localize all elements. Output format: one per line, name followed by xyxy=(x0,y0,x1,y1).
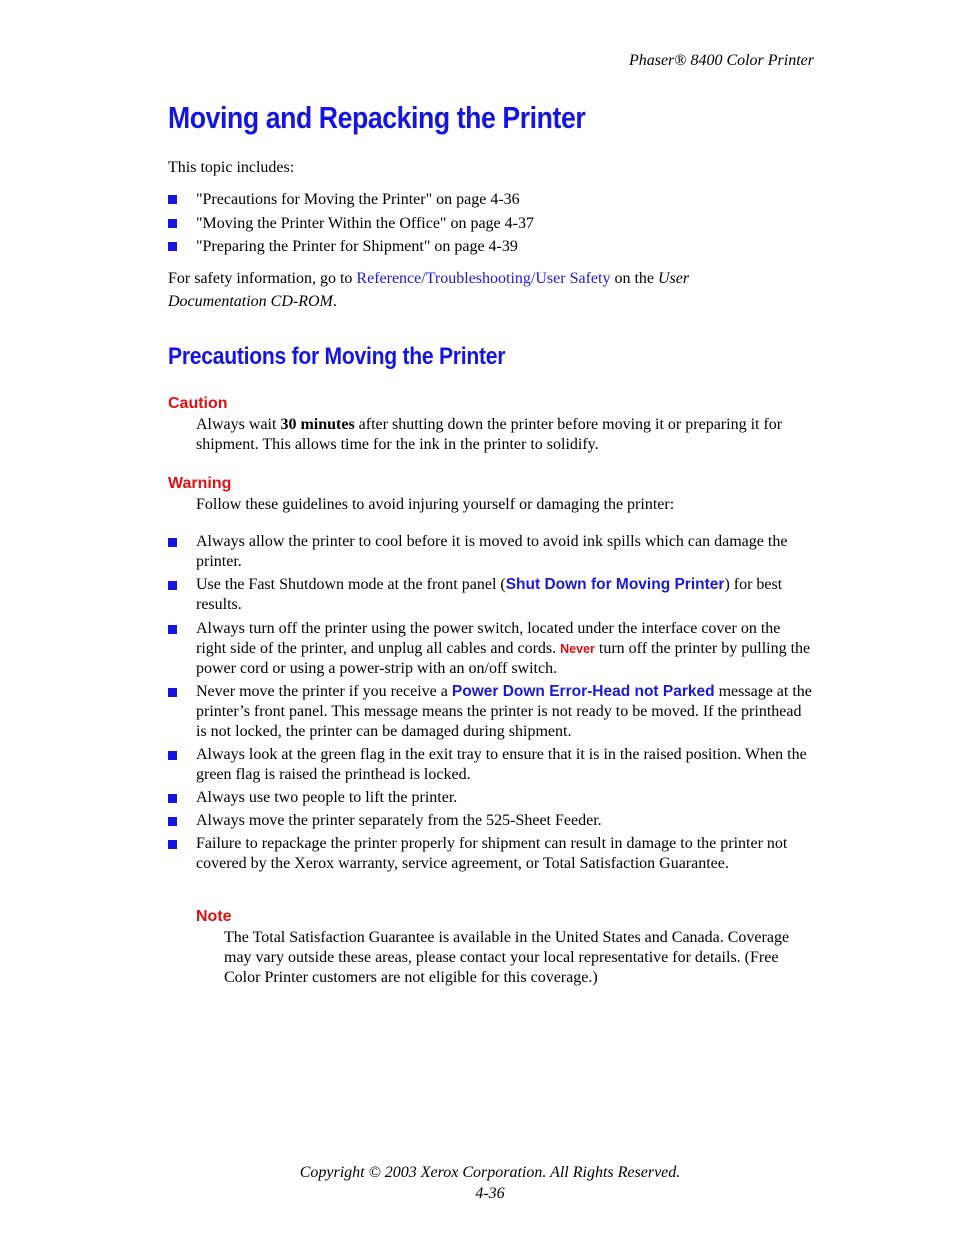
safety-middle: on the xyxy=(610,270,658,287)
note-label: Note xyxy=(196,908,232,925)
bullet-square-icon xyxy=(168,538,177,547)
guideline-text: Never move the printer if you receive a xyxy=(196,683,452,700)
note-text: The Total Satisfaction Guarantee is available in the United States and Canada. Coverage may vary outside these areas, please contact your local representative for details. (Free Color Printer customers are not eligible for this coverage.) xyxy=(224,929,790,986)
caution-text xyxy=(196,415,816,455)
never-emphasis: Never xyxy=(560,642,595,656)
guideline-text: turn off the printer by pulling the power cord or using a power-strip with an on/off switch. xyxy=(196,640,811,677)
bullet-square-icon xyxy=(168,195,177,204)
warning-label: Warning xyxy=(168,475,232,492)
page-number: 4-36 xyxy=(475,1185,505,1202)
list-item xyxy=(168,811,813,831)
caution-bold: 30 minutes xyxy=(280,416,355,433)
list-item[interactable] xyxy=(168,235,818,259)
caution-post: after shutting down the printer before moving it or preparing it for shipment. This allows time for the ink in the printer to solidify. xyxy=(196,416,783,453)
list-item xyxy=(168,619,813,679)
running-header: Phaser® 8400 Color Printer xyxy=(628,52,814,69)
guideline-text: Always allow the printer to cool before it is moved to avoid ink spills which can damage the printer. xyxy=(196,533,788,570)
bullet-square-icon xyxy=(168,688,177,697)
section-title: Precautions for Moving the Printer xyxy=(168,343,506,370)
list-item xyxy=(168,532,813,572)
guideline-text: Always turn off the printer using the power switch, located under the interface cover on the right side of the printer, and unplug all cables and cords. xyxy=(196,620,781,657)
doc-title: User Documentation CD-ROM xyxy=(168,270,690,310)
intro-text: This topic includes: xyxy=(168,159,295,176)
bullet-square-icon xyxy=(168,751,177,760)
list-item xyxy=(168,834,813,874)
bullet-square-icon xyxy=(168,219,177,228)
guideline-text: Failure to repackage the printer properly for shipment can result in damage to the printer not covered by the Xerox warranty, service agreement, or Total Satisfaction Guarantee. xyxy=(196,835,788,872)
list-item xyxy=(168,682,813,742)
footer-copyright: Copyright © 2003 Xerox Corporation. All Rights Reserved. xyxy=(299,1164,681,1181)
guideline-text: message at the printer’s front panel. This message means the printer is not ready to be moved. If the printhead is not locked, the printer can be damaged during shipment. xyxy=(196,683,812,740)
topic-link[interactable]: "Precautions for Moving the Printer" on page 4-36 xyxy=(196,191,520,208)
bullet-square-icon xyxy=(168,840,177,849)
guideline-text: Always move the printer separately from the 525-Sheet Feeder. xyxy=(196,812,602,829)
caution-label: Caution xyxy=(168,395,228,412)
list-item xyxy=(168,575,813,615)
warning-text: Follow these guidelines to avoid injuring yourself or damaging the printer: xyxy=(196,496,675,513)
guideline-list xyxy=(168,532,813,874)
panel-message: Shut Down for Moving Printer xyxy=(505,576,725,593)
bullet-square-icon xyxy=(168,794,177,803)
list-item[interactable] xyxy=(168,212,818,236)
page-title: Moving and Repacking the Printer xyxy=(168,100,586,135)
list-item xyxy=(168,745,813,785)
caution-pre: Always wait xyxy=(196,416,281,433)
bullet-square-icon xyxy=(168,581,177,590)
bullet-square-icon xyxy=(168,242,177,251)
list-item[interactable] xyxy=(168,188,818,212)
topic-link[interactable]: "Preparing the Printer for Shipment" on page 4-39 xyxy=(196,238,518,255)
bullet-square-icon xyxy=(168,625,177,634)
guideline-text: Use the Fast Shutdown mode at the front panel ( xyxy=(196,576,506,593)
safety-prefix: For safety information, go to xyxy=(168,270,357,287)
guideline-text: Always use two people to lift the printer. xyxy=(196,789,458,806)
bullet-square-icon xyxy=(168,817,177,826)
list-item xyxy=(168,788,813,808)
guideline-text: ) for best results. xyxy=(196,576,783,613)
safety-suffix: . xyxy=(332,293,337,310)
topic-list xyxy=(168,188,818,259)
guideline-text: Always look at the green flag in the exit tray to ensure that it is in the raised position. When the green flag is raised the printhead is locked. xyxy=(196,746,807,783)
topic-link[interactable]: "Moving the Printer Within the Office" on page 4-37 xyxy=(196,214,534,232)
safety-info xyxy=(168,267,788,313)
safety-link[interactable]: Reference/Troubleshooting/User Safety xyxy=(356,270,611,287)
panel-message: Power Down Error-Head not Parked xyxy=(451,683,715,700)
